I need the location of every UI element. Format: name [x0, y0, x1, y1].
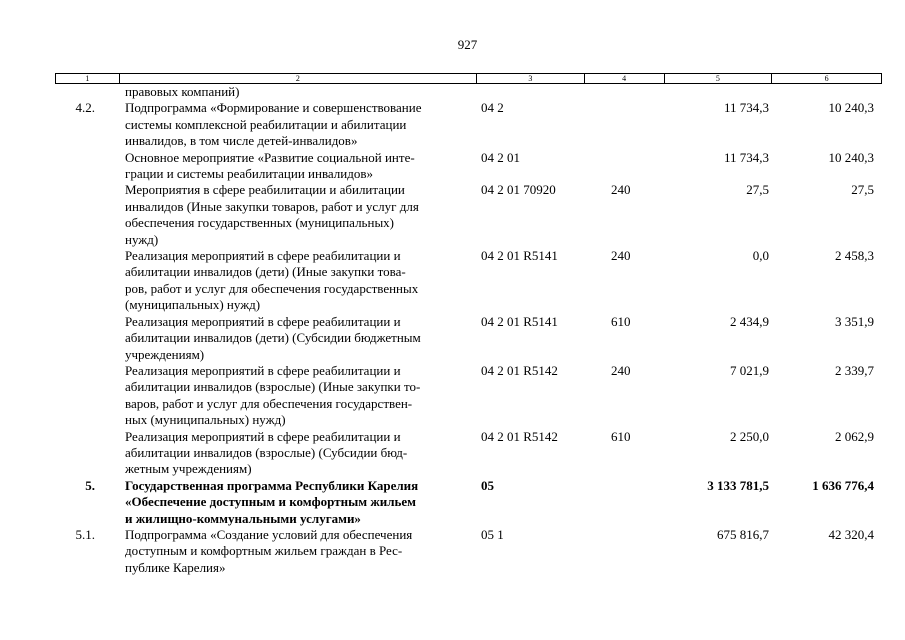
row-name-line: нужд): [125, 231, 159, 247]
row-number: [55, 150, 119, 183]
table-row: [55, 363, 882, 429]
row-name-line: «Обеспечение доступным и комфортным жильем: [125, 494, 417, 510]
row-name-line: Подпрограмма «Формирование и совершенствование: [125, 100, 422, 116]
table-row: [55, 84, 882, 100]
row-name: [119, 429, 477, 478]
row-name-line: и жилищно-коммунальными услугами»: [125, 510, 361, 526]
row-name-line: абилитации инвалидов (дети) (Иные закупки това-: [125, 264, 406, 280]
row-name-line: Реализация мероприятий в сфере реабилитации и: [125, 313, 401, 329]
row-name-line: инвалидов (Иные закупки товаров, работ и услуг для: [125, 198, 419, 214]
table-row: [55, 429, 882, 478]
table-row: [55, 182, 882, 248]
row-name-line: инвалидов, в том числе детей-инвалидов»: [125, 133, 358, 149]
row-name-line: Основное мероприятие «Развитие социальной инте-: [125, 149, 415, 165]
row-value-2: 2 062,9: [835, 428, 874, 444]
row-value-2: 3 351,9: [835, 313, 874, 329]
row-code: 04 2 01 70920: [481, 182, 556, 198]
row-number: [55, 314, 119, 363]
row-name: [119, 150, 477, 183]
row-value-2: 10 240,3: [828, 100, 874, 116]
column-number-4: 4: [585, 74, 665, 83]
row-code: 04 2 01 R5141: [481, 313, 558, 329]
row-value-2: 2 458,3: [835, 248, 874, 264]
row-code: 04 2 01 R5142: [481, 362, 558, 378]
row-code: 04 2: [481, 100, 504, 116]
row-name: [119, 314, 477, 363]
row-expense-type: [585, 527, 665, 576]
row-number: 4.2.: [75, 100, 95, 116]
row-name: [119, 100, 477, 149]
row-value-1: 0,0: [752, 248, 769, 264]
row-value-1: 11 734,3: [723, 100, 769, 116]
table-row: [55, 478, 882, 527]
row-value-2: 10 240,3: [828, 149, 874, 165]
row-code: 04 2 01: [481, 149, 520, 165]
row-name-line: Мероприятия в сфере реабилитации и абилитации: [125, 182, 405, 198]
row-name-line: ров, работ и услуг для обеспечения государственных: [125, 280, 419, 296]
row-value-2: 2 339,7: [835, 362, 874, 378]
row-number: 5.1.: [75, 526, 95, 542]
row-value-1: 3 133 781,5: [707, 477, 769, 493]
row-value-1: 7 021,9: [730, 362, 769, 378]
row-name-line: Реализация мероприятий в сфере реабилитации и: [125, 248, 401, 264]
row-value-1: [665, 84, 773, 100]
row-name: [119, 248, 477, 314]
row-number: [55, 248, 119, 314]
row-name-line: ных (муниципальных) нужд): [125, 412, 286, 428]
row-name-line: Государственная программа Республики Карелия: [125, 477, 419, 493]
row-code: 05: [481, 477, 494, 493]
budget-table: [55, 73, 882, 576]
table-row: [55, 527, 882, 576]
row-expense-type: [585, 100, 665, 149]
row-expense-type: 240: [611, 182, 631, 198]
table-body: [55, 84, 882, 576]
row-value-1: 11 734,3: [723, 149, 769, 165]
table-row: [55, 150, 882, 183]
row-name-line: правовых компаний): [125, 84, 240, 99]
row-expense-type: 240: [611, 248, 631, 264]
row-code: [477, 84, 585, 100]
row-name: [119, 527, 477, 576]
row-name-line: Реализация мероприятий в сфере реабилитации и: [125, 428, 401, 444]
row-value-1: 2 250,0: [730, 428, 769, 444]
row-value-1: 2 434,9: [730, 313, 769, 329]
row-name-line: системы комплексной реабилитации и абилитации: [125, 116, 407, 132]
column-number-3: 3: [477, 74, 585, 83]
row-expense-type: 610: [611, 313, 631, 329]
column-number-5: 5: [665, 74, 773, 83]
table-row: [55, 248, 882, 314]
row-number: [55, 182, 119, 248]
row-name: [119, 363, 477, 429]
row-name: [119, 182, 477, 248]
row-name-line: абилитации инвалидов (взрослые) (Субсидии бюд-: [125, 444, 408, 460]
row-name-line: публике Карелия»: [125, 559, 226, 575]
row-code: 04 2 01 R5141: [481, 248, 558, 264]
row-value-2: 27,5: [851, 182, 874, 198]
row-name-line: Подпрограмма «Создание условий для обеспечения: [125, 526, 413, 542]
row-number: 5.: [85, 477, 95, 493]
row-name-line: доступным и комфортным жильем граждан в Рес-: [125, 543, 403, 559]
row-value-2: 42 320,4: [828, 526, 874, 542]
row-name-line: грации и системы реабилитации инвалидов»: [125, 166, 373, 182]
column-number-6: 6: [824, 74, 829, 83]
row-expense-type: 610: [611, 428, 631, 444]
row-expense-type: 240: [611, 362, 631, 378]
row-name-line: жетным учреждениям): [125, 461, 252, 477]
table-row: [55, 100, 882, 149]
row-name-line: Реализация мероприятий в сфере реабилитации и: [125, 362, 401, 378]
row-value-2: [773, 84, 882, 100]
row-name-line: варов, работ и услуг для обеспечения государствен-: [125, 395, 413, 411]
row-name-line: обеспечения государственных (муниципальных): [125, 215, 395, 231]
page-number: 927: [457, 37, 478, 52]
row-name: [119, 84, 477, 100]
row-number: [55, 84, 119, 100]
row-name-line: учреждениям): [125, 346, 205, 362]
row-name-line: абилитации инвалидов (взрослые) (Иные закупки то-: [125, 379, 421, 395]
row-name-line: абилитации инвалидов (дети) (Субсидии бюджетным: [125, 330, 421, 346]
row-value-2: 1 636 776,4: [812, 477, 874, 493]
row-expense-type: [585, 84, 665, 100]
row-number: [55, 429, 119, 478]
row-code: 05 1: [481, 526, 504, 542]
row-code: 04 2 01 R5142: [481, 428, 558, 444]
row-value-1: 27,5: [746, 182, 769, 198]
column-number-1: 1: [56, 74, 120, 83]
column-number-header: [55, 73, 882, 84]
row-expense-type: [585, 478, 665, 527]
row-value-1: 675 816,7: [717, 526, 769, 542]
row-expense-type: [585, 150, 665, 183]
row-name-line: (муниципальных) нужд): [125, 297, 261, 313]
column-number-2: 2: [120, 74, 477, 83]
table-row: [55, 314, 882, 363]
row-number: [55, 363, 119, 429]
row-name: [119, 478, 477, 527]
